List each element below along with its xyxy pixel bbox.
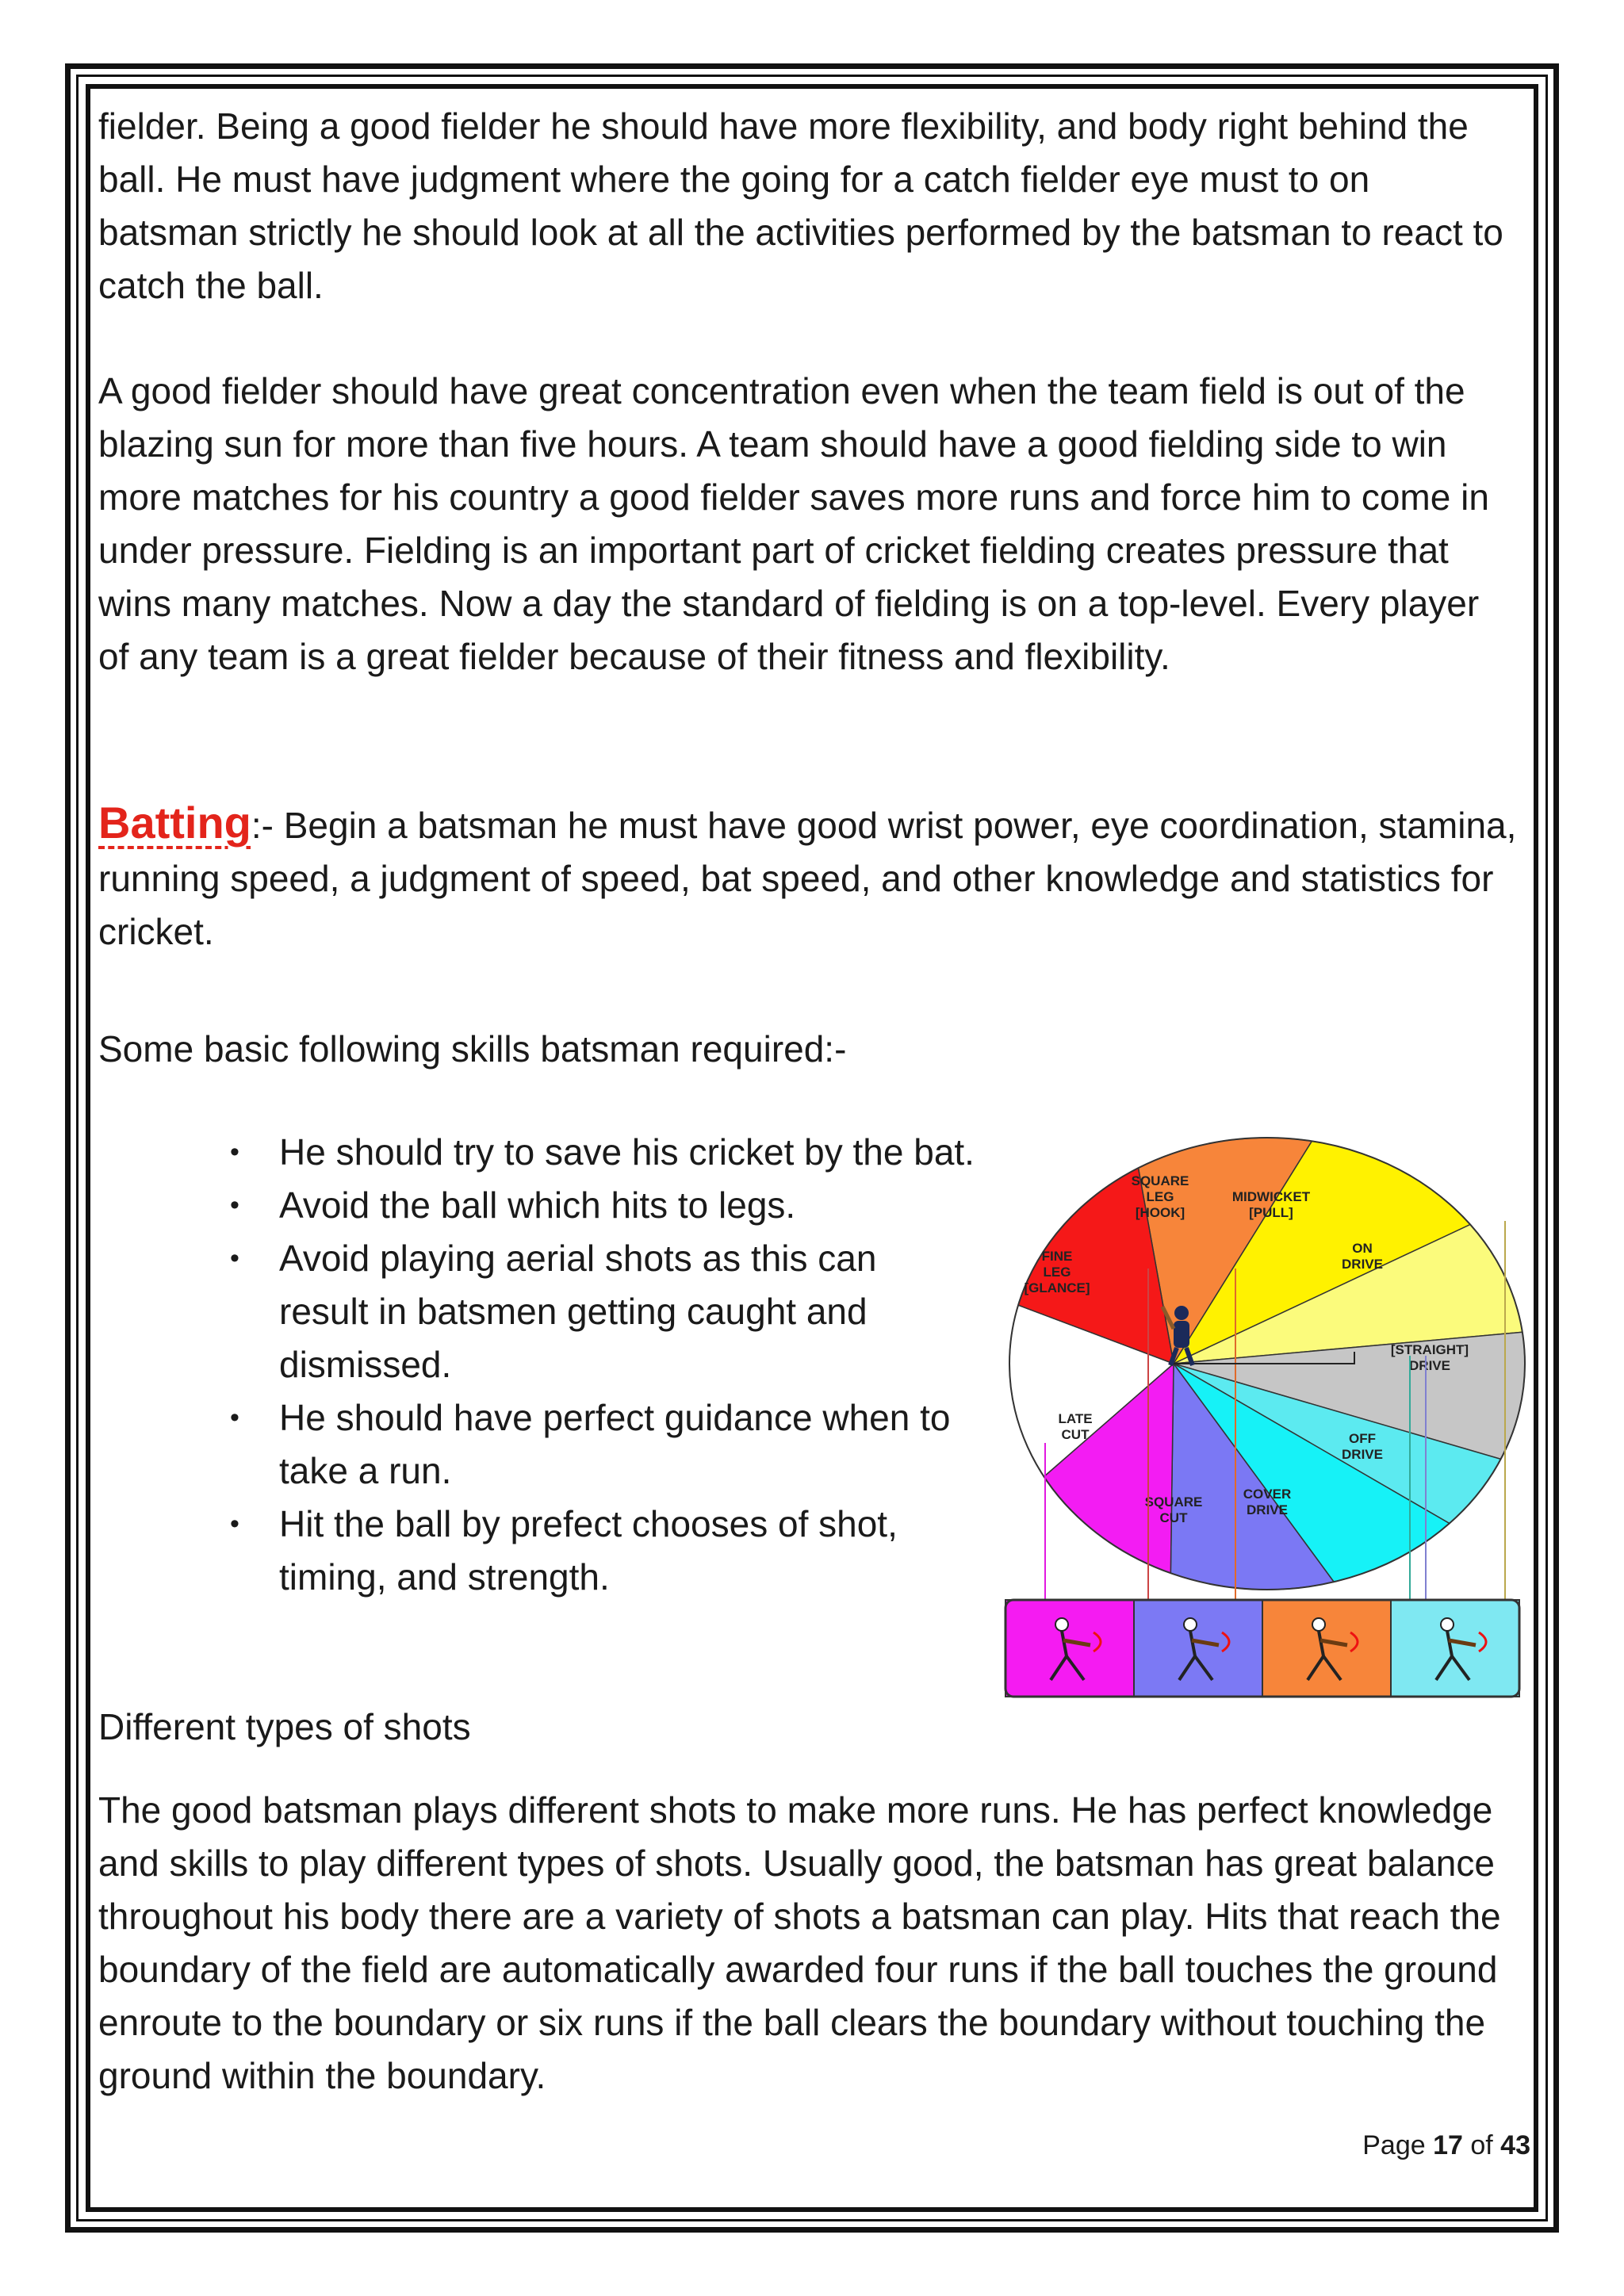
wheel-label-late-cut: LATE	[1058, 1411, 1093, 1426]
shot-panel	[1005, 1600, 1134, 1697]
paragraph-batsman-shots: The good batsman plays different shots to make more runs. He has perfect knowledge and skills to play different types of shots. Usually good, the batsman has great balance throughout his body there are a variety of shots a batsman can play. Hits that reach the boundary of the field are automatically awarded four runs if the ball touches the ground enroute to the boundary or six runs if the ball clears the boundary without touching the ground within the boundary.	[98, 1789, 1501, 2096]
shot-panel	[1262, 1600, 1391, 1697]
wheel-label-straight-drive: DRIVE	[1409, 1358, 1450, 1373]
wheel-label-square-leg: SQUARE	[1131, 1173, 1189, 1188]
paragraph-shot-types: Different types of shots	[98, 1706, 471, 1747]
bullet-icon: •	[230, 1402, 239, 1433]
list-item: • Avoid the ball which hits to legs.	[230, 1179, 975, 1232]
current-page: 17	[1433, 2130, 1463, 2160]
wheel-label-cover-drive: DRIVE	[1247, 1502, 1288, 1517]
wheel-label-fine-leg: FINE	[1041, 1249, 1073, 1264]
bullet-icon: •	[230, 1243, 239, 1273]
wheel-label-off-drive: DRIVE	[1342, 1447, 1383, 1462]
skills-list	[230, 1126, 975, 1604]
shot-wheel-diagram	[998, 1126, 1537, 1705]
paragraph-fielder-intro: fielder. Being a good fielder he should have more flexibility, and body right behind the ball. He must have judgment where the going for a catch fielder eye must to on batsman strictly he should look at all the activities performed by the batsman to react to catch the ball.	[98, 105, 1503, 306]
list-item: • Avoid playing aerial shots as this can result in batsmen getting caught and dismissed.	[230, 1232, 975, 1391]
paragraph-good-fielder: A good fielder should have great concentration even when the team field is out of the blazing sun for more than five hours. A team should have a good fielding side to win more matches for his country a good fielder saves more runs and force him to come in under pressure. Fielding is an important part of cricket fielding creates pressure that wins many matches. Now a day the standard of fielding is on a top-level. Every player of any team is a great fielder because of their fitness and flexibility.	[98, 370, 1489, 677]
wheel-label-square-cut: SQUARE	[1144, 1494, 1203, 1510]
bullet-icon: •	[230, 1190, 239, 1220]
cricket-shots-figure	[998, 1126, 1537, 1705]
bullet-icon: •	[230, 1509, 239, 1539]
wheel-label-off-drive: OFF	[1349, 1431, 1376, 1446]
bullet-icon: •	[230, 1137, 239, 1167]
wheel-label-fine-leg: LEG	[1043, 1265, 1071, 1280]
total-pages: 43	[1500, 2130, 1530, 2160]
page-number: Page 17 of 43	[1362, 2130, 1530, 2160]
wheel-label-midwicket: MIDWICKET	[1231, 1189, 1311, 1204]
list-item: • He should have perfect guidance when to take a run.	[230, 1391, 975, 1498]
wheel-label-cover-drive: COVER	[1243, 1487, 1292, 1502]
wheel-label-midwicket: [PULL]	[1249, 1205, 1293, 1220]
batting-text: :- Begin a batsman he must have good wrist power, eye coordination, stamina, running speed, a judgment of speed, bat speed, and other knowledge and statistics for cricket.	[98, 805, 1517, 952]
wheel-label-square-leg: LEG	[1146, 1189, 1174, 1204]
list-item: • He should try to save his cricket by the bat.	[230, 1126, 975, 1179]
paragraph-batting	[98, 796, 1518, 959]
wheel-label-on-drive: ON	[1352, 1241, 1373, 1256]
paragraph-skills-intro: Some basic following skills batsman required:-	[98, 1028, 847, 1070]
shot-panel	[1134, 1600, 1262, 1697]
wheel-label-fine-leg: [GLANCE]	[1024, 1280, 1090, 1295]
batting-heading: Batting	[98, 798, 251, 848]
wheel-label-straight-drive: [STRAIGHT]	[1390, 1342, 1469, 1357]
wheel-label-late-cut: CUT	[1061, 1427, 1090, 1442]
wheel-label-square-cut: CUT	[1159, 1510, 1188, 1525]
list-item: • Hit the ball by prefect chooses of shot, timing, and strength.	[230, 1498, 975, 1604]
shot-panel	[1391, 1600, 1519, 1697]
wheel-label-square-leg: [HOOK]	[1135, 1205, 1185, 1220]
wheel-label-on-drive: DRIVE	[1342, 1257, 1383, 1272]
